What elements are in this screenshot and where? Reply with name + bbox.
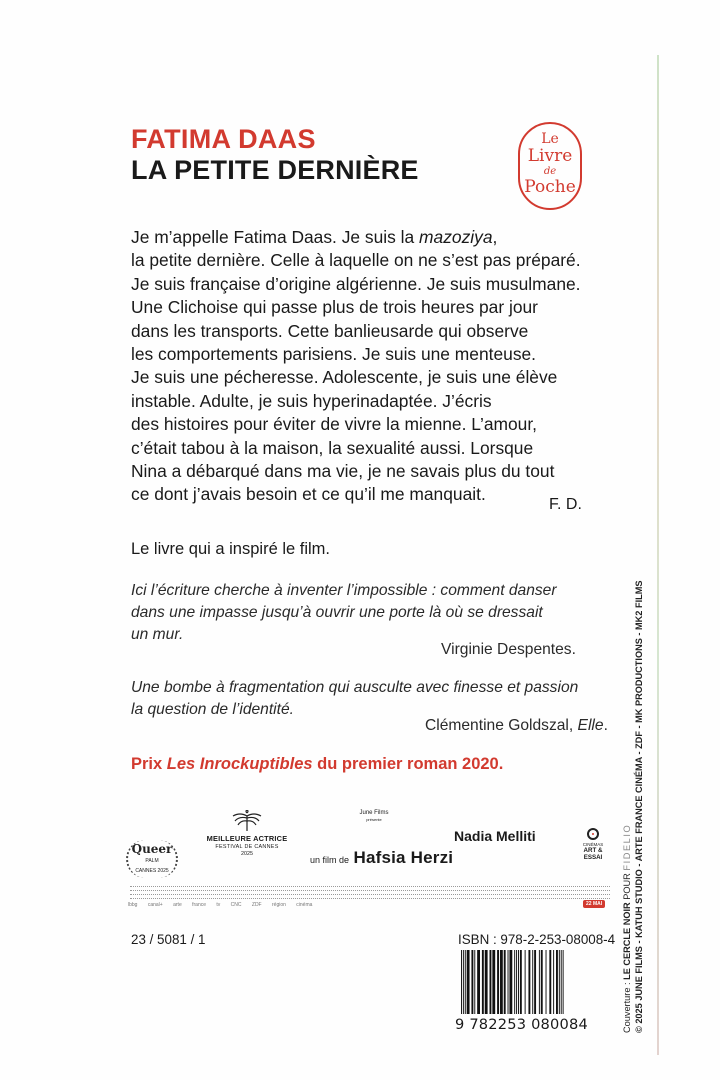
barcode-bar xyxy=(541,950,543,1014)
literary-prize: Prix Les Inrockuptibles du premier roman 2020. xyxy=(131,755,504,773)
isbn: ISBN : 978-2-253-08008-4 xyxy=(458,932,616,947)
copyright-line: © 2025 JUNE FILMS - KATUH STUDIO - ARTE FRANCE CINÉMA - ZDF - MK PRODUCTIONS - MK2 FILMS xyxy=(634,580,644,1033)
le-livre-de-poche-logo xyxy=(518,122,582,210)
barcode-bar xyxy=(520,950,522,1014)
blurb-line: la petite dernière. Celle à laquelle on ne s’est pas préparé. xyxy=(131,250,581,271)
barcode-bar xyxy=(514,950,515,1014)
barcode-bar xyxy=(497,950,499,1014)
barcode-bar xyxy=(482,950,484,1014)
queer-palm-year: CANNES 2025 xyxy=(135,868,169,874)
cinema-icon xyxy=(587,828,599,840)
award-title: MEILLEURE ACTRICE xyxy=(206,834,288,843)
blurb-italic-word: mazoziya xyxy=(419,227,493,247)
quote-line: Une bombe à fragmentation qui ausculte avec finesse et passion xyxy=(131,679,579,696)
film-note: Le livre qui a inspiré le film. xyxy=(131,540,330,558)
barcode-digits: 9 782253 080084 xyxy=(455,1016,588,1033)
catalog-code: 23 / 5081 / 1 xyxy=(131,932,206,947)
barcode-bar xyxy=(490,950,492,1014)
barcode-bar xyxy=(474,950,475,1014)
director-credit xyxy=(310,848,453,868)
barcode-bar xyxy=(561,950,562,1014)
barcode-bar xyxy=(539,950,540,1014)
queer-palm-sub: PALM xyxy=(145,858,159,864)
blurb-line: Une Clichoise qui passe plus de trois heures par jour xyxy=(131,297,538,318)
award-year: 2025 xyxy=(241,851,253,857)
magazine-name: Elle xyxy=(577,717,604,734)
quote-attribution: Clémentine Goldszal, Elle. xyxy=(425,717,608,734)
quote-line: la question de l’identité. xyxy=(131,701,294,719)
quote-line: un mur. xyxy=(131,626,184,644)
barcode-icon xyxy=(455,950,597,1016)
producer-presents: présente xyxy=(366,817,382,822)
barcode-bar xyxy=(532,950,533,1014)
book-title: LA PETITE DERNIÈRE xyxy=(131,155,419,185)
palme-d-or-icon xyxy=(230,810,264,832)
barcode-bar xyxy=(477,950,480,1014)
barcode-bar xyxy=(534,950,536,1014)
barcode-bar xyxy=(559,950,560,1014)
barcode-bar xyxy=(467,950,470,1014)
director-prefix: un film de xyxy=(310,855,350,865)
quote-line: Ici l’écriture cherche à inventer l’impossible : comment danser xyxy=(131,582,557,599)
cover-edge xyxy=(657,55,659,1055)
barcode-bar xyxy=(463,950,464,1014)
blurb-line: Je suis française d’origine algérienne. Je suis musulmane. xyxy=(131,273,581,294)
barcode-bar xyxy=(556,950,558,1014)
logo-word-livre: Livre xyxy=(527,146,573,166)
barcode-bar xyxy=(471,950,473,1014)
queer-palm-title: Queer xyxy=(131,842,173,856)
director-name: Hafsia Herzi xyxy=(353,848,454,867)
cover-credit xyxy=(621,580,645,1033)
barcode-bar xyxy=(546,950,547,1014)
art-essai-text: ART & ESSAI xyxy=(583,847,603,861)
quote-attribution: Virginie Despentes. xyxy=(441,641,576,658)
barcode-bar xyxy=(500,950,503,1014)
logo-word-le: Le xyxy=(541,131,559,147)
barcode-bar xyxy=(508,950,509,1014)
barcode-bar xyxy=(485,950,488,1014)
lead-actor: Nadia Melliti xyxy=(454,828,536,844)
barcode-bar xyxy=(549,950,551,1014)
producer-name: June Films xyxy=(359,810,389,816)
art-essai-label xyxy=(578,828,608,861)
release-date-tag: 22 MAI xyxy=(583,900,605,908)
award-festival: FESTIVAL DE CANNES xyxy=(215,844,279,850)
barcode xyxy=(455,950,597,1040)
blurb-line: c’était tabou à la maison, la sexualité aussi. Lorsque xyxy=(131,437,534,458)
producer-credit xyxy=(344,810,404,822)
barcode-bar xyxy=(509,950,512,1014)
queer-palm-laurel xyxy=(126,838,178,880)
author-initials: F. D. xyxy=(549,496,582,513)
cover-design-credit: Couverture : LE CERCLE NOIR POUR FIDELIO xyxy=(622,823,632,1033)
partner-logos: lbbg canal+ arte france tv CNC ZDF région cinéma xyxy=(128,902,313,908)
logo-word-poche: Poche xyxy=(524,177,576,197)
barcode-bar xyxy=(518,950,519,1014)
film-poster-band xyxy=(120,806,610,916)
press-quote xyxy=(131,677,591,721)
barcode-bar xyxy=(504,950,506,1014)
press-quote xyxy=(131,580,591,647)
barcode-bar xyxy=(525,950,526,1014)
blurb-line: instable. Adulte, je suis hyperinadaptée. J’écris xyxy=(131,390,492,411)
blurb-line: des histoires pour éviter de vivre la mienne. L’amour, xyxy=(131,414,537,435)
blurb-line: Nina a débarqué dans ma vie, je ne savais plus du tout xyxy=(131,461,555,482)
cinema-label: CINÉMAS xyxy=(582,842,604,847)
barcode-bar xyxy=(528,950,530,1014)
prize-magazine: Les Inrockuptibles xyxy=(166,755,313,773)
blurb-line: Je suis une pécheresse. Adolescente, je suis une élève xyxy=(131,367,558,388)
barcode-bar xyxy=(563,950,564,1014)
blurb-line: les comportements parisiens. Je suis une menteuse. xyxy=(131,344,537,365)
cannes-award xyxy=(192,810,302,857)
blurb-line: ce dont j’avais besoin et ce qu’il me manquait. xyxy=(131,484,486,505)
blurb xyxy=(131,226,611,507)
logo-word-de: de xyxy=(543,166,557,177)
barcode-bar xyxy=(461,950,462,1014)
barcode-bar xyxy=(492,950,495,1014)
blurb-line: Je m’appelle Fatima Daas. Je suis la mazoziya, xyxy=(131,227,498,247)
barcode-bar xyxy=(465,950,466,1014)
blurb-line: dans les transports. Cette banlieusarde qui observe xyxy=(131,320,529,341)
barcode-bar xyxy=(553,950,554,1014)
author-name: FATIMA DAAS xyxy=(131,124,316,154)
barcode-bar xyxy=(516,950,517,1014)
quote-line: dans une impasse jusqu’à ouvrir une porte là où se dressait xyxy=(131,604,543,622)
